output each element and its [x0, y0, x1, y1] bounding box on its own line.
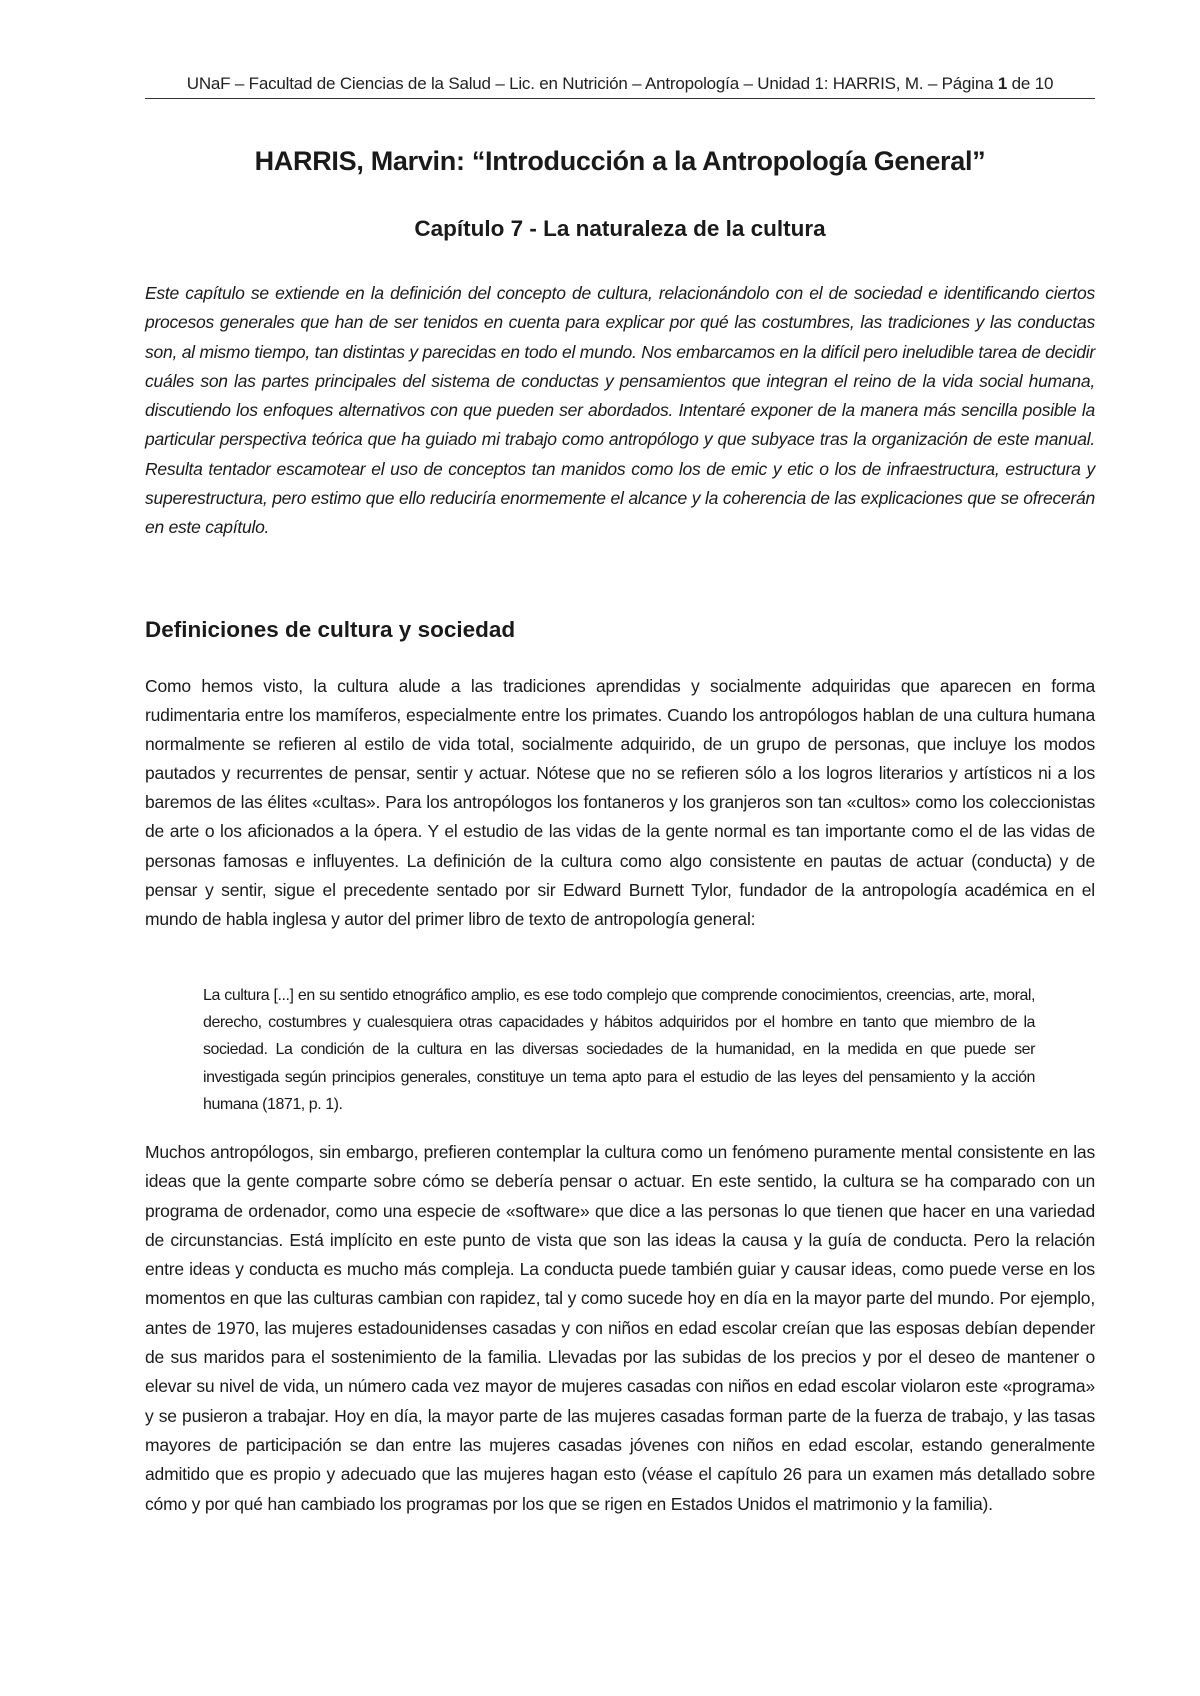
running-header [145, 74, 1095, 94]
section-heading: Definiciones de cultura y sociedad [145, 617, 516, 642]
block-quote: La cultura [...] en su sentido etnográfico amplio, es ese todo complejo que comprende conocimientos, creencias, arte, moral, derecho, costumbres y cualesquiera otras capacidades y hábitos adquiridos por el hombre en tanto que miembro de la sociedad. La condición de la cultura en las diversas sociedades de la humanidad, en la medida en que puede ser investigada según principios generales, constituye un tema apto para el estudio de las leyes del pensamiento y la acción humana (1871, p. 1). [203, 987, 1035, 1113]
header-divider [145, 98, 1095, 99]
running-header-text: UNaF – Facultad de Ciencias de la Salud – Lic. en Nutrición – Antropología – Unidad 1: HARRIS, M. – Página [186, 74, 998, 93]
chapter-abstract: Este capítulo se extiende en la definición del concepto de cultura, relacionándolo con el de sociedad e identificando ciertos procesos generales que han de ser tenidos en cuenta para explicar por qué las costumbres, las tradiciones y las conductas son, al mismo tiempo, tan distintas y parecidas en todo el mundo. Nos embarcamos en la difícil pero ineludible tarea de decidir cuáles son las partes principales del sistema de conductas y pensamientos que integran el reino de la vida social humana, discutiendo los enfoques alternativos con que pueden ser abordados. Intentaré exponer de la manera más sencilla posible la particular perspectiva teórica que ha guiado mi trabajo como antropólogo y que subyace tras la organización de este manual. Resulta tentador escamotear el uso de conceptos tan manidos como los de emic y etic o los de infraestructura, estructura y superestructura, pero estimo que ello reduciría enormemente el alcance y la coherencia de las explicaciones que se ofrecerán en este capítulo. [145, 283, 1095, 538]
document-title: HARRIS, Marvin: “Introducción a la Antropología General” [254, 146, 986, 176]
body-paragraph-2: Muchos antropólogos, sin embargo, prefieren contemplar la cultura como un fenómeno puramente mental consistente en las ideas que la gente comparte sobre cómo se debería pensar o actuar. En este sentido, la cultura se ha comparado con un programa de ordenador, como una especie de «software» que dice a las personas lo que tienen que hacer en una variedad de circunstancias. Está implícito en este punto de vista que son las ideas la causa y la guía de conducta. Pero la relación entre ideas y conducta es mucho más compleja. La conducta puede también guiar y causar ideas, como puede verse en los momentos en que las culturas cambian con rapidez, tal y como sucede hoy en día en la mayor parte del mundo. Por ejemplo, antes de 1970, las mujeres estadounidenses casadas y con niños en edad escolar creían que las esposas debían depender de sus maridos para el sostenimiento de la familia. Llevadas por las subidas de los precios y por el deseo de mantener o elevar su nivel de vida, un número cada vez mayor de mujeres casadas con niños en edad escolar violaron este «programa» y se pusieron a trabajar. Hoy en día, la mayor parte de las mujeres casadas forman parte de la fuerza de trabajo, y las tasas mayores de participación se dan entre las mujeres casadas jóvenes con niños en edad escolar, estando generalmente admitido que es propio y adecuado que las mujeres hagan esto (véase el capítulo 26 para un examen más detallado sobre cómo y por qué han cambiado los programas por los que se rigen en Estados Unidos el matrimonio y la familia). [145, 1142, 1095, 1514]
current-page-number: 1 [997, 74, 1008, 93]
running-header-separator: de [1007, 74, 1035, 93]
chapter-title: Capítulo 7 - La naturaleza de la cultura [414, 216, 826, 241]
body-paragraph-1: Como hemos visto, la cultura alude a las tradiciones aprendidas y socialmente adquiridas que aparecen en forma rudimentaria entre los mamíferos, especialmente entre los primates. Cuando los antropólogos hablan de una cultura humana normalmente se refieren al estilo de vida total, socialmente adquirido, de un grupo de personas, que incluye los modos pautados y recurrentes de pensar, sentir y actuar. Nótese que no se refieren sólo a los logros literarios y artísticos ni a los baremos de las élites «cultas». Para los antropólogos los fontaneros y los granjeros son tan «cultos» como los coleccionistas de arte o los aficionados a la ópera. Y el estudio de las vidas de la gente normal es tan importante como el de las vidas de personas famosas e influyentes. La definición de la cultura como algo consistente en pautas de actuar (conducta) y de pensar y sentir, sigue el precedente sentado por sir Edward Burnett Tylor, fundador de la antropología académica en el mundo de habla inglesa y autor del primer libro de texto de antropología general: [145, 676, 1095, 929]
total-page-count: 10 [1034, 74, 1054, 93]
